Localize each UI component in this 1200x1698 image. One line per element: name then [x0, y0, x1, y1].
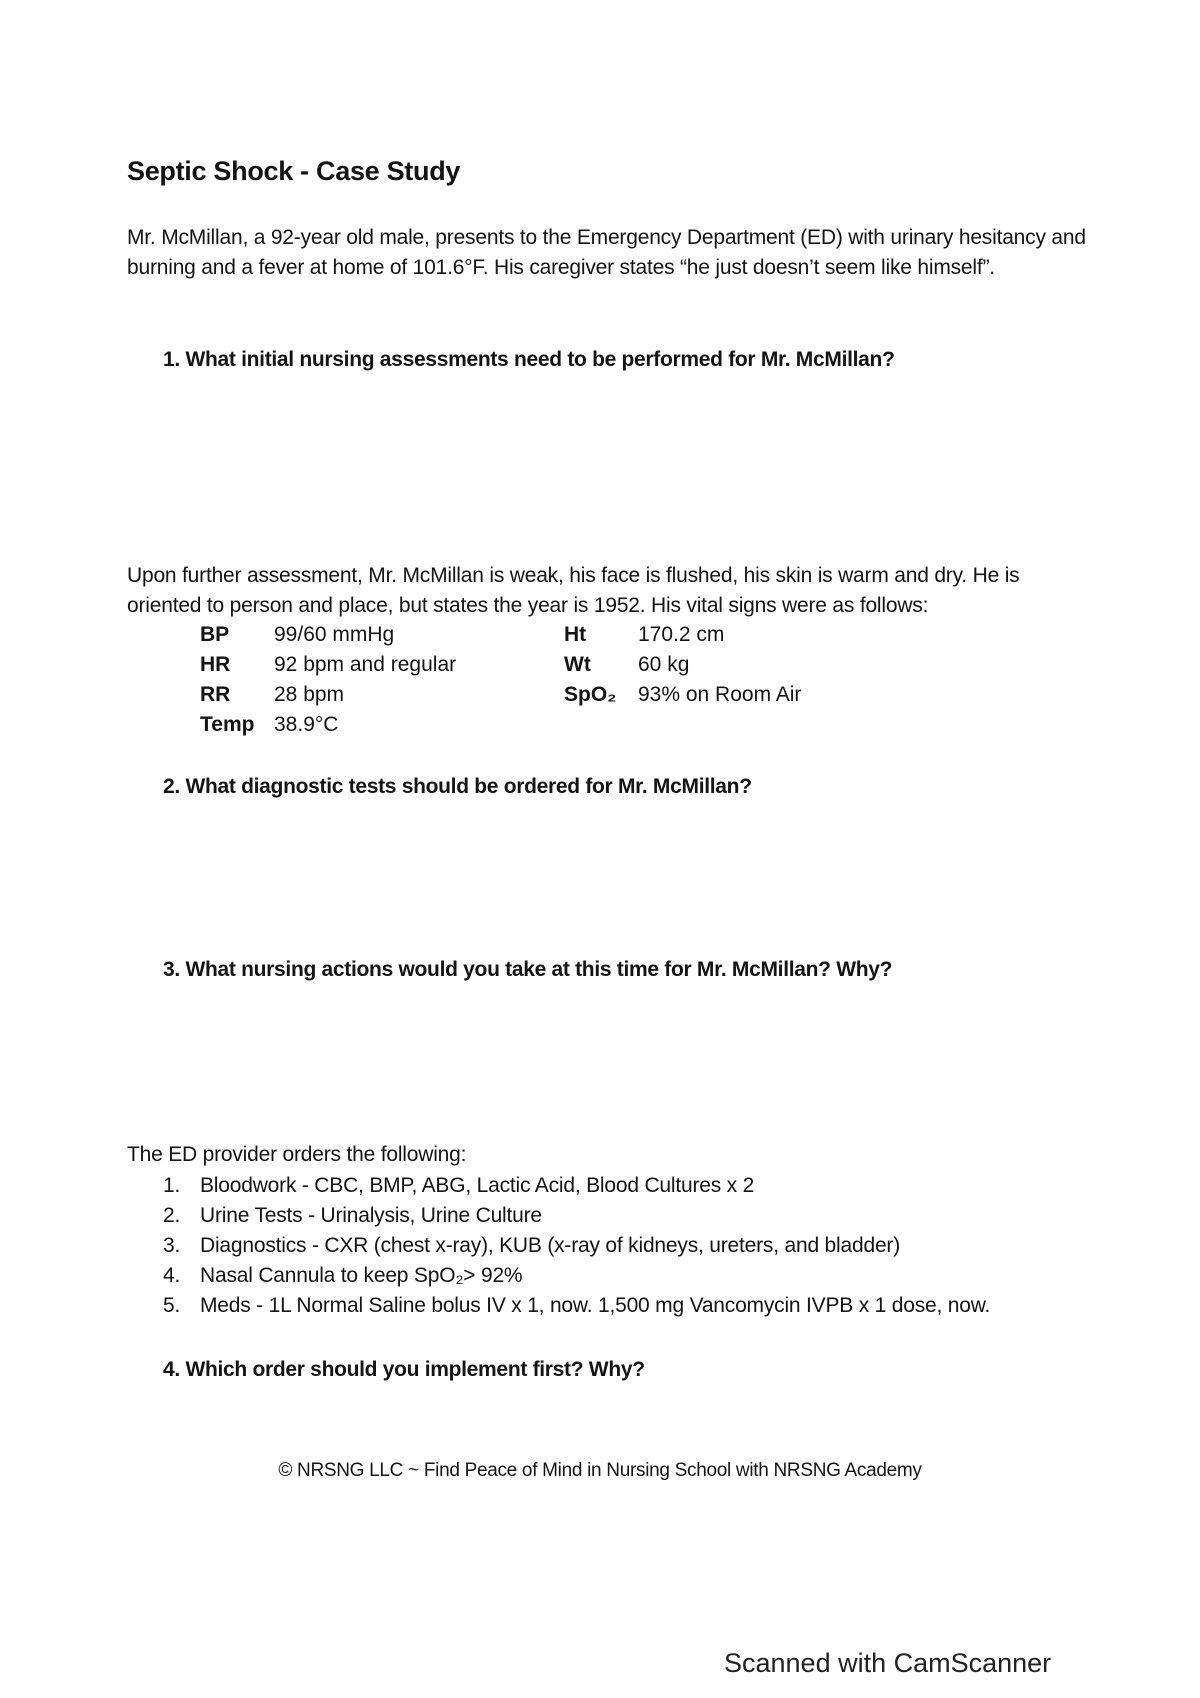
- vital-label-hr: HR: [200, 653, 231, 676]
- vital-value-ht: 170.2 cm: [638, 623, 725, 646]
- order-number: 4.: [163, 1264, 181, 1287]
- vital-value-temp: 38.9°C: [274, 713, 339, 736]
- vital-label-wt: Wt: [564, 653, 591, 676]
- list-item: [163, 1291, 990, 1321]
- vital-value-bp: 99/60 mmHg: [274, 623, 395, 646]
- assessment-paragraph: Upon further assessment, Mr. McMillan is weak, his face is flushed, his skin is warm and dry. He is oriented to person and place, but states the year is 1952. His vital signs were as follows:: [127, 564, 1020, 617]
- question-4: 4. Which order should you implement first? Why?: [163, 1358, 645, 1381]
- vital-value-hr: 92 bpm and regular: [274, 653, 457, 676]
- orders-list: [163, 1171, 990, 1321]
- vital-label-temp: Temp: [200, 713, 255, 736]
- vitals-row: [200, 710, 801, 740]
- vitals-row: [200, 680, 801, 710]
- document-title: Septic Shock - Case Study: [127, 156, 461, 186]
- question-3: 3. What nursing actions would you take at this time for Mr. McMillan? Why?: [163, 958, 893, 981]
- order-number: 1.: [163, 1174, 181, 1197]
- order-text: Meds - 1L Normal Saline bolus IV x 1, now. 1,500 mg Vancomycin IVPB x 1 dose, now.: [200, 1294, 991, 1317]
- order-text: Diagnostics - CXR (chest x-ray), KUB (x-ray of kidneys, ureters, and bladder): [200, 1234, 901, 1257]
- order-text: Bloodwork - CBC, BMP, ABG, Lactic Acid, Blood Cultures x 2: [200, 1174, 755, 1197]
- vital-label-bp: BP: [200, 623, 230, 646]
- intro-paragraph: Mr. McMillan, a 92-year old male, presents to the Emergency Department (ED) with urinary hesitancy and burning and a fever at home of 101.6°F. His caregiver states “he just doesn’t seem like himself”.: [127, 226, 1086, 279]
- order-text: Nasal Cannula to keep SpO₂> 92%: [200, 1264, 523, 1287]
- order-text: Urine Tests - Urinalysis, Urine Culture: [200, 1204, 542, 1227]
- vital-label-spo2: SpO₂: [564, 683, 617, 706]
- order-number: 2.: [163, 1204, 181, 1227]
- scanner-watermark: Scanned with CamScanner: [724, 1648, 1052, 1678]
- question-2: 2. What diagnostic tests should be ordered for Mr. McMillan?: [163, 775, 752, 798]
- list-item: [163, 1201, 990, 1231]
- vital-value-rr: 28 bpm: [274, 683, 345, 706]
- vital-label-rr: RR: [200, 683, 231, 706]
- list-item: [163, 1231, 990, 1261]
- list-item: [163, 1171, 990, 1201]
- vital-value-wt: 60 kg: [638, 653, 690, 676]
- vital-label-ht: Ht: [564, 623, 587, 646]
- order-number: 3.: [163, 1234, 181, 1257]
- vitals-row: [200, 650, 801, 680]
- vital-value-spo2: 93% on Room Air: [638, 683, 802, 706]
- orders-intro: The ED provider orders the following:: [127, 1143, 467, 1166]
- list-item: [163, 1261, 990, 1291]
- vitals-row: [200, 620, 801, 650]
- copyright-footer: © NRSNG LLC ~ Find Peace of Mind in Nursing School with NRSNG Academy: [278, 1460, 922, 1481]
- question-1: 1. What initial nursing assessments need to be performed for Mr. McMillan?: [163, 348, 895, 371]
- vital-signs-table: [200, 620, 801, 740]
- order-number: 5.: [163, 1294, 181, 1317]
